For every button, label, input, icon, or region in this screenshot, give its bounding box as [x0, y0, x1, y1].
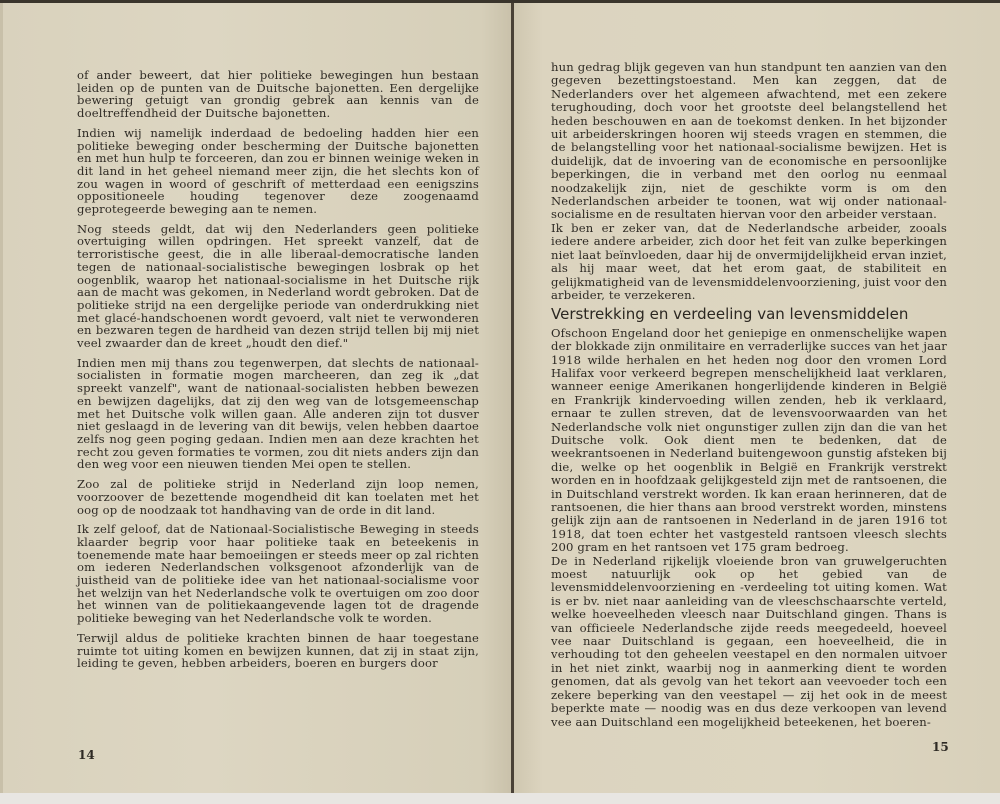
- page-number: 14: [78, 748, 95, 762]
- paragraph: Indien wij namelijk inderdaad de bedoeling hadden hier een politieke beweging onder bescherming der Duitsche bajonetten en met hun hulp te forceeren, dan zou er binnen weinige weken in dit land in het geheel niemand meer zijn, die het slechts kon of zou wagen in woord of geschrift of metterdaad een eenigszins oppositioneele houding tegenover deze zoogenaamd geprotegeerde beweging aan te nemen.: [77, 125, 479, 217]
- left-page-text: [77, 69, 479, 677]
- paragraph: of ander beweert, dat hier politieke bewegingen hun bestaan leiden op de punten van de Duitsche bajonetten. Een dergelijke bewering getuigt van grondig gebrek aan kennis van de doeltreffendheid der Duitsche bajonetten.: [77, 68, 479, 121]
- left-page: [0, 3, 512, 793]
- paragraph: Nog steeds geldt, dat wij den Nederlanders geen politieke overtuiging willen opdringen. Het spreekt vanzelf, dat de terroristische geest, die in alle liberaal-democratische landen tegen de nationaal-socialistische bewegingen losbrak op het oogenblik, waarop het nationaal-socialisme in het Duitsche rijk aan de macht was gekomen, in Nederland wordt gebroken. Dat de politieke strijd na een dergelijke periode van onderdrukking niet met glacé-handschoenen wordt gevoerd, valt niet te verwonderen en bezwaren tegen de hardheid van dezen strijd tellen bij mij niet veel zwaarder dan de kreet „houdt den dief.": [77, 221, 479, 351]
- paragraph: Ik ben er zeker van, dat de Nederlandsche arbeider, zooals iedere andere arbeider, zich door het feit van zulke beperkingen niet laat beïnvloeden, daar hij de onvermijdelijkheid ervan inziet, als hij maar weet, dat het erom gaat, de stabiliteit en gelijkmatigheid van de levensmiddelenvoorziening, juist voor den arbeider, te verzekeren.: [551, 220, 947, 302]
- section-heading: Verstrekking en verdeeling van levensmiddelen: [551, 305, 909, 324]
- paragraph: Ik zelf geloof, dat de Nationaal-Socialistische Beweging in steeds klaarder begrip voor haar politieke taak en beteekenis in toenemende mate haar bemoeiingen er steeds meer op zal richten om iederen Nederlandschen volksgenoot afzonderlijk van de juistheid van de politieke idee van het nationaal-socialisme voor het welzijn van het Nederlandsche volk te overtuigen om zoo door het winnen van de politiekaangevende lagen tot de dragende politieke beweging van het Nederlandsche volk te worden.: [77, 522, 479, 626]
- paragraph: Zoo zal de politieke strijd in Nederland zijn loop nemen, voorzoover de bezettende mogendheid dit kan toelaten met het oog op de noodzaak tot handhaving van de orde in dit land.: [77, 477, 479, 517]
- paragraph: De in Nederland rijkelijk vloeiende bron van gruwelgeruchten moest natuurlijk ook op het gebied van de levensmiddelenvoorziening en -verdeeling tot uiting komen. Wat is er bv. niet naar aanleiding van de vleeschschaarschte verteld, welke hoeveelheden vleesch naar Duitschland gingen. Thans is van officieele Nederlandsche zijde reeds meegedeeld, hoeveel vee naar Duitschland is gegaan, een hoeveelheid, die in verhouding tot den geheelen veestapel en den normalen uitvoer in het niet zinkt, waarbij nog in aanmerking dient te worden genomen, dat als gevolg van het tekort aan veevoeder toch een zekere beperking van den veestapel — zij het ook in de meest beperkte mate — noodig was en dus deze verkoopen van levend vee aan Duitschland een mogelijkheid beteekenen, het boeren-: [551, 553, 947, 729]
- paragraph: Terwijl aldus de politieke krachten binnen de haar toegestane ruimte tot uiting komen en bewijzen kunnen, dat zij in staat zijn, leiding te geven, hebben arbeiders, boeren en burgers door: [77, 630, 479, 671]
- paragraph: hun gedrag blijk gegeven van hun standpunt ten aanzien van den gegeven bezettingstoestand. Men kan zeggen, dat de Nederlanders over het algemeen afwachtend, met een zekere terughouding, doch voor het grootste deel belangstellend het heden beschouwen en aan de toekomst denken. In het bijzonder uit arbeiderskringen hooren wij steeds vragen en stemmen, die de belangstelling voor het nationaal-socialisme bewijzen. Het is duidelijk, dat de invoering van de economische en persoonlijke beperkingen, die in verband met den oorlog nu eenmaal noodzakelijk zijn, niet de geschikte vorm is om den Nederlandschen arbeider te toonen, wat wij onder nationaal-socialisme en de resultaten hiervan voor den arbeider verstaan.: [551, 60, 947, 222]
- right-page: [514, 3, 1000, 793]
- right-page-text: [551, 61, 947, 729]
- scan-bottom-edge: [0, 793, 1000, 804]
- page-number: 15: [932, 740, 949, 754]
- paragraph: Ofschoon Engeland door het geniepige en onmenschelijke wapen der blokkade zijn onmilitaire en verraderlijke succes van het jaar 1918 wilde herhalen en het heden nog door den vromen Lord Halifax voor verkeerd begrepen menschelijkheid laat verklaren, wanneer eenige Amerikanen hongerlijdende kinderen in België en Frankrijk kindervoeding willen zenden, heb ik verklaard, ernaar te zullen streven, dat de levensvoorwaarden van het Nederlandsche volk niet ongunstiger zullen zijn dan die van het Duitsche volk. Ook dient men te bedenken, dat de weekrantsoenen in Nederland buitengewoon gunstig afsteken bij die, welke op het oogenblik in België en Frankrijk verstrekt worden en in hoofdzaak gelijkgesteld zijn met de rantsoenen, die in Duitschland verstrekt worden. Ik kan eraan herinneren, dat de rantsoenen, die hier thans aan brood verstrekt worden, minstens gelijk zijn aan de rantsoenen in Nederland in de jaren 1916 tot 1918, dat toen echter het vastgesteld rantsoen vleesch slechts 200 gram en het rantsoen vet 175 gram bedroeg.: [551, 325, 947, 555]
- paragraph: Indien men mij thans zou tegenwerpen, dat slechts de nationaal-socialisten in formatie mogen marcheeren, dan zeg ik „dat spreekt vanzelf", want de nationaal-socialisten hebben bewezen en bewijzen dagelijks, dat zij den weg van de lotsgemeenschap met het Duitsche volk willen gaan. Alle anderen zijn tot dusver niet geslaagd in de levering van dit bewijs, velen hebben daartoe zelfs nog geen poging gedaan. Indien men aan deze krachten het recht zou geven formaties te vormen, zou dit niets anders zijn dan den weg voor een nieuwen tienden Mei open te stellen.: [77, 355, 479, 472]
